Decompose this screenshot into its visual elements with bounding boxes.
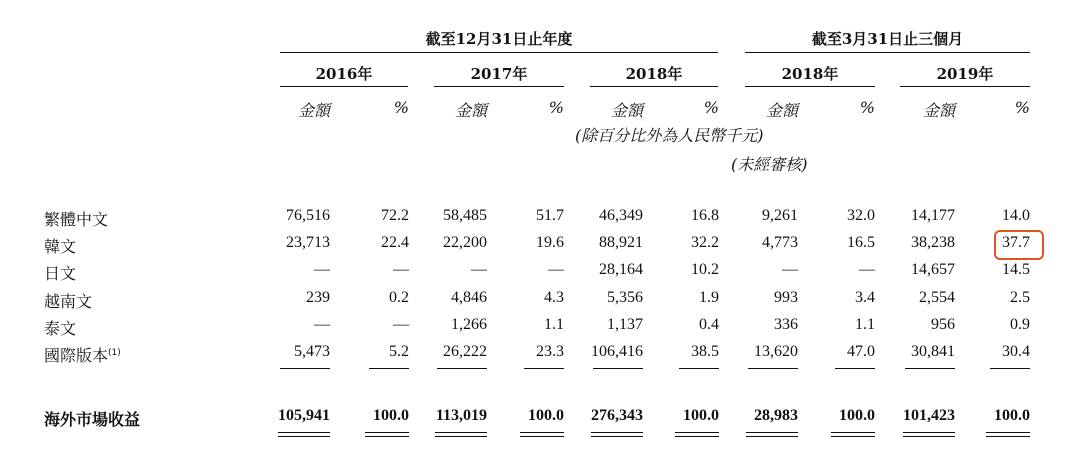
total-double-rule: [278, 432, 330, 437]
table-cell: 51.7: [536, 207, 564, 224]
total-cell: 276,343: [591, 407, 643, 424]
table-cell: 19.6: [536, 234, 564, 251]
table-cell: —: [314, 261, 330, 278]
total-cell: 113,019: [435, 407, 487, 424]
year-header-2018-q1: 2018年: [781, 65, 839, 83]
table-cell: 32.0: [847, 207, 875, 224]
percent-col-header: %: [1014, 98, 1030, 117]
annual-group-rule: [280, 52, 718, 53]
table-cell: 3.4: [855, 289, 875, 306]
table-cell: 14.0: [1002, 207, 1030, 224]
table-cell: 22.4: [381, 234, 409, 251]
table-cell: 30,841: [911, 343, 955, 360]
table-cell: 1.1: [544, 316, 564, 333]
subtotal-rule: [369, 368, 409, 369]
table-cell: 14,657: [911, 261, 955, 278]
row-label-korean: 韓文: [44, 237, 77, 256]
total-double-rule: [986, 432, 1030, 437]
total-double-rule: [520, 432, 564, 437]
quarter-group-rule: [745, 52, 1030, 53]
table-cell: 5,473: [294, 343, 330, 360]
total-cell: 100.0: [839, 407, 875, 424]
percent-col-header: %: [703, 98, 719, 117]
table-cell: 0.4: [699, 316, 719, 333]
subtotal-rule: [905, 368, 955, 369]
table-cell: 1,137: [607, 316, 643, 333]
year-header-2016: 2016年: [315, 65, 373, 83]
total-cell: 100.0: [373, 407, 409, 424]
table-cell: 10.2: [691, 261, 719, 278]
unit-note: (除百分比外為人民幣千元): [575, 126, 764, 145]
table-cell: —: [782, 261, 798, 278]
table-cell: —: [471, 261, 487, 278]
annual-group-header: 截至12月31日止年度: [425, 30, 573, 48]
amount-col-header: 金額: [765, 101, 798, 120]
table-cell: 22,200: [443, 234, 487, 251]
table-cell: 47.0: [847, 343, 875, 360]
table-cell: 5,356: [607, 289, 643, 306]
table-cell: 993: [774, 289, 798, 306]
table-cell: 13,620: [754, 343, 798, 360]
highlight-box: [994, 230, 1044, 260]
total-double-rule: [435, 432, 487, 437]
table-cell: 76,516: [286, 207, 330, 224]
table-cell: 1.1: [855, 316, 875, 333]
table-cell: 46,349: [599, 207, 643, 224]
table-cell: 88,921: [599, 234, 643, 251]
table-cell: —: [393, 261, 409, 278]
total-double-rule: [675, 432, 719, 437]
table-cell: 72.2: [381, 207, 409, 224]
total-cell: 101,423: [903, 407, 955, 424]
table-cell: 239: [306, 289, 330, 306]
table-cell: 14,177: [911, 207, 955, 224]
year-header-2017: 2017年: [470, 65, 528, 83]
total-double-rule: [746, 432, 798, 437]
table-cell: 32.2: [691, 234, 719, 251]
table-cell: 1.9: [699, 289, 719, 306]
table-cell: 38.5: [691, 343, 719, 360]
table-cell: 30.4: [1002, 343, 1030, 360]
table-cell: 16.5: [847, 234, 875, 251]
amount-col-header: 金額: [922, 101, 955, 120]
table-cell: 38,238: [911, 234, 955, 251]
table-cell: 4,846: [451, 289, 487, 306]
table-cell: 106,416: [591, 343, 643, 360]
subtotal-rule: [437, 368, 487, 369]
total-cell: 100.0: [528, 407, 564, 424]
total-double-rule: [903, 432, 955, 437]
table-cell: 2.5: [1010, 289, 1030, 306]
row-label-traditional-chinese: 繁體中文: [44, 210, 109, 229]
total-label: 海外市場收益: [44, 410, 141, 429]
year-rule: [745, 86, 875, 87]
amount-col-header: 金額: [454, 101, 487, 120]
subtotal-rule: [280, 368, 330, 369]
subtotal-rule: [524, 368, 564, 369]
percent-col-header: %: [548, 98, 564, 117]
table-cell: 28,164: [599, 261, 643, 278]
percent-col-header: %: [859, 98, 875, 117]
table-cell: 4.3: [544, 289, 564, 306]
total-double-rule: [365, 432, 409, 437]
total-double-rule: [831, 432, 875, 437]
table-cell: 37.7: [1002, 234, 1030, 251]
table-cell: 956: [931, 316, 955, 333]
percent-col-header: %: [393, 98, 409, 117]
quarter-group-header: 截至3月31日止三個月: [811, 30, 964, 48]
row-label-vietnamese: 越南文: [44, 292, 93, 311]
row-label-international: 國際版本$^{(1)}$: [44, 346, 121, 365]
table-cell: 16.8: [691, 207, 719, 224]
unaudited-note: (未經審核): [731, 155, 808, 174]
table-cell: 2,554: [919, 289, 955, 306]
subtotal-rule: [679, 368, 719, 369]
table-cell: 26,222: [443, 343, 487, 360]
subtotal-rule: [748, 368, 798, 369]
row-label-japanese: 日文: [44, 264, 77, 283]
table-cell: —: [393, 316, 409, 333]
year-header-2018: 2018年: [625, 65, 683, 83]
total-cell: 100.0: [683, 407, 719, 424]
total-cell: 100.0: [994, 407, 1030, 424]
year-header-2019-q1: 2019年: [936, 65, 994, 83]
year-rule: [434, 86, 564, 87]
table-cell: 9,261: [762, 207, 798, 224]
table-cell: 0.9: [1010, 316, 1030, 333]
table-cell: 0.2: [389, 289, 409, 306]
table-cell: —: [859, 261, 875, 278]
table-cell: 14.5: [1002, 261, 1030, 278]
subtotal-rule: [835, 368, 875, 369]
table-cell: 23.3: [536, 343, 564, 360]
year-rule: [590, 86, 718, 87]
table-cell: 1,266: [451, 316, 487, 333]
subtotal-rule: [990, 368, 1030, 369]
row-label-thai: 泰文: [44, 319, 77, 338]
table-cell: 336: [774, 316, 798, 333]
footnote-marker: (1): [108, 348, 121, 358]
table-cell: 5.2: [389, 343, 409, 360]
amount-col-header: 金額: [297, 101, 330, 120]
table-cell: 58,485: [443, 207, 487, 224]
total-cell: 105,941: [278, 407, 330, 424]
total-double-rule: [591, 432, 643, 437]
year-rule: [900, 86, 1030, 87]
total-cell: 28,983: [754, 407, 798, 424]
table-cell: 23,713: [286, 234, 330, 251]
year-rule: [280, 86, 408, 87]
amount-col-header: 金額: [610, 101, 643, 120]
table-cell: —: [548, 261, 564, 278]
table-cell: 4,773: [762, 234, 798, 251]
table-cell: —: [314, 316, 330, 333]
subtotal-rule: [593, 368, 643, 369]
